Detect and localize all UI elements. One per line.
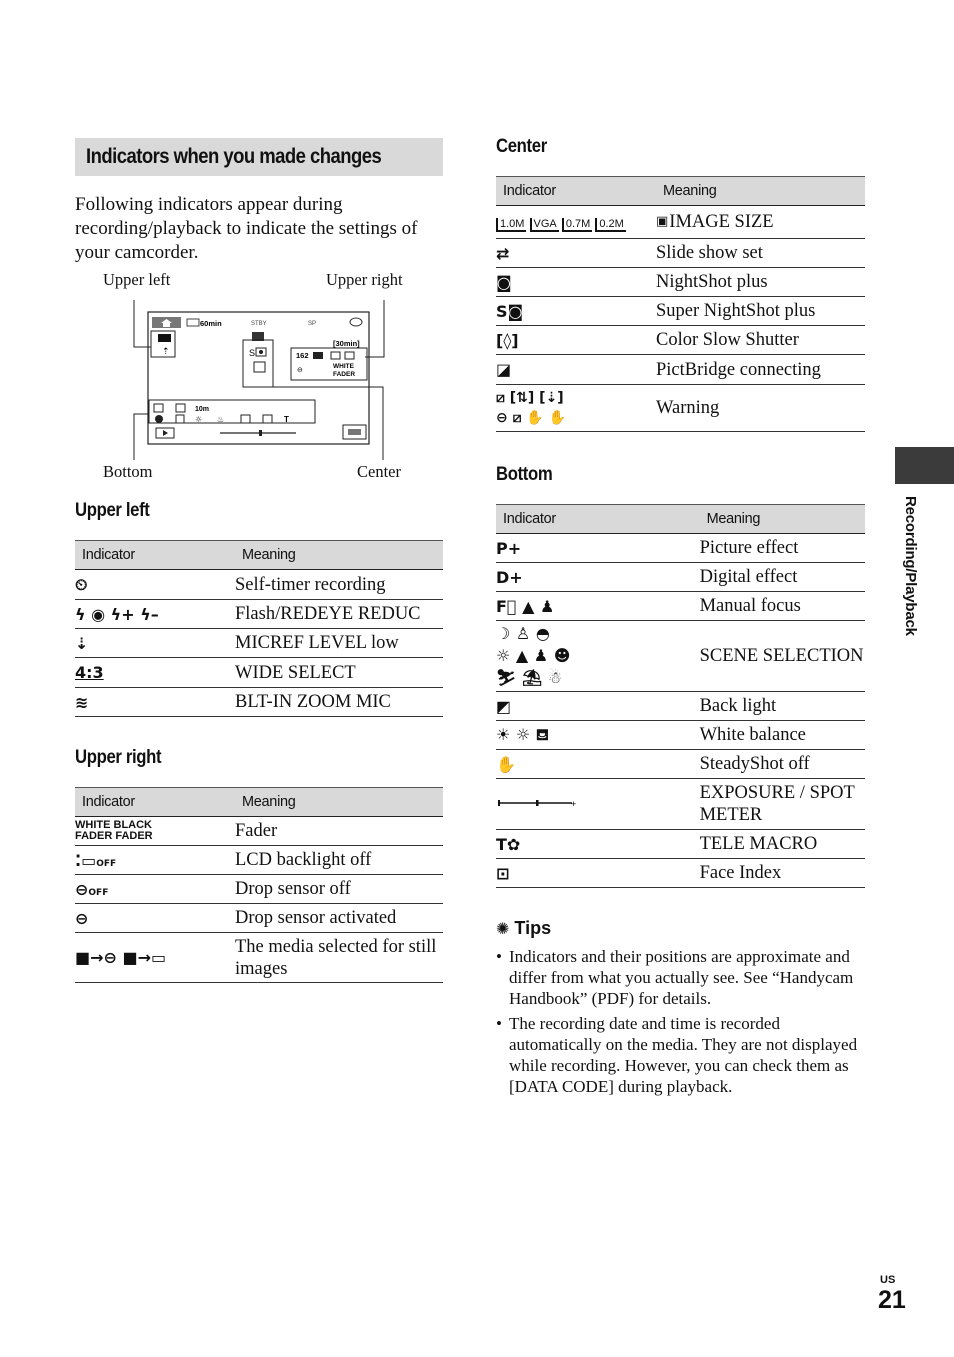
lcd-backlight-off-icon: ⁚▭OFF xyxy=(75,850,117,870)
table-row xyxy=(75,570,443,600)
table-row xyxy=(496,534,865,563)
page-region: US xyxy=(880,1274,896,1286)
meaning-cell: Drop sensor off xyxy=(235,875,443,904)
flash-icons: ϟ ◉ ϟ+ ϟ– xyxy=(75,604,159,624)
screen-162: 162 xyxy=(296,351,309,360)
table-row xyxy=(496,830,865,859)
page-number: 21 xyxy=(878,1286,906,1314)
table-row xyxy=(496,721,865,750)
manual-focus-icon: F⃞ ▲ ♟ xyxy=(496,596,555,616)
label-upper-left: Upper left xyxy=(103,270,171,289)
screen-60min: 60min xyxy=(200,319,222,328)
table-row xyxy=(496,592,865,621)
meaning-cell: WIDE SELECT xyxy=(235,658,443,688)
screen-10m: 10m xyxy=(195,406,210,413)
meaning-cell: BLT-IN ZOOM MIC xyxy=(235,688,443,717)
meaning-cell: Color Slow Shutter xyxy=(656,326,865,355)
meaning-cell: EXPOSURE / SPOT METER xyxy=(700,779,865,830)
svg-text:⊖: ⊖ xyxy=(297,366,303,374)
meaning-cell: Manual focus xyxy=(700,592,865,621)
pictbridge-icon: ◪ xyxy=(496,360,512,380)
meaning-cell: SteadyShot off xyxy=(700,750,865,779)
digital-effect-icon: D+ xyxy=(496,567,523,587)
table-row xyxy=(75,817,443,846)
svg-text:S: S xyxy=(249,348,256,358)
label-center: Center xyxy=(357,462,401,481)
meaning-cell: LCD backlight off xyxy=(235,846,443,875)
table-row xyxy=(496,750,865,779)
table-upper-right xyxy=(75,787,443,983)
table-row xyxy=(496,297,865,326)
section-title-text: Indicators when you made changes xyxy=(86,145,382,168)
heading-upper-left: Upper left xyxy=(75,500,150,521)
super-nightshot-plus-icon: S◙ xyxy=(496,301,524,321)
table-row xyxy=(496,779,865,830)
screen-stby: STBY xyxy=(251,321,267,327)
white-balance-icons: ☀ ☼ ⛾ xyxy=(496,724,549,744)
meaning-cell: Drop sensor activated xyxy=(235,904,443,933)
warning-icons: ⧄ [⇅] [⇣] ⊖ ⧄ ✋ ✋ xyxy=(496,390,567,426)
meaning-cell: Face Index xyxy=(700,859,865,888)
image-size-icon: 1.0M VGA 0.7M 0.2M xyxy=(496,206,656,239)
micref-low-icon: ⇣ xyxy=(75,633,89,653)
screen-30min: [30min] xyxy=(333,339,360,348)
meaning-cell: Slide show set xyxy=(656,239,865,268)
svg-text:+: + xyxy=(571,798,577,809)
chapter-tab-label: Recording/Playback xyxy=(902,496,919,636)
drop-sensor-activated-icon: ⊖ xyxy=(75,908,89,928)
label-bottom: Bottom xyxy=(103,462,153,481)
table-row xyxy=(496,563,865,592)
chapter-tab xyxy=(895,447,954,484)
list-item: • Indicators and their positions are approximate and differ from what you actually see. See “Handycam Handbook” (PDF) for details. xyxy=(496,946,866,1009)
screen-fader: FADER xyxy=(333,371,356,378)
back-light-icon: ◩ xyxy=(496,696,512,716)
table-row xyxy=(496,621,865,692)
svg-text:⇡: ⇡ xyxy=(162,347,170,357)
table-row xyxy=(496,355,865,385)
meaning-cell: Back light xyxy=(700,692,865,721)
media-still-icon: ■→⊖ ■→▭ xyxy=(75,948,167,968)
scene-selection-icons: ☽ ♙ ◓ ☼ ▲ ♟ ☻ ⛷ ⛱ ☃ xyxy=(496,624,571,687)
tele-macro-icon: T✿ xyxy=(496,834,521,854)
col-meaning: Meaning xyxy=(700,505,865,534)
table-bottom xyxy=(496,504,865,888)
table-row xyxy=(75,600,443,629)
table-row xyxy=(75,688,443,717)
fader-icon: WHITE BLACK FADER FADER xyxy=(75,819,153,842)
col-indicator: Indicator xyxy=(496,177,656,206)
col-indicator: Indicator xyxy=(75,541,235,570)
table-row xyxy=(496,206,865,239)
col-indicator: Indicator xyxy=(496,505,700,534)
table-center xyxy=(496,176,865,432)
tips-heading: ✺ Tips xyxy=(496,918,552,938)
col-indicator: Indicator xyxy=(75,788,235,817)
table-row xyxy=(75,658,443,688)
table-row xyxy=(496,859,865,888)
meaning-cell: The media selected for still images xyxy=(235,933,443,983)
flash-icon xyxy=(158,334,171,342)
face-index-icon: ⊡ xyxy=(496,863,510,883)
wide-select-icon: 4:3 xyxy=(75,663,104,683)
drop-sensor-off-icon: ⊖OFF xyxy=(75,879,109,899)
screen-frame xyxy=(148,312,369,444)
slide-show-icon: ⇄ xyxy=(496,243,510,263)
self-timer-icon: ⏲ xyxy=(75,574,88,594)
svg-text:☼: ☼ xyxy=(195,415,203,424)
lcd-screen-diagram xyxy=(120,292,390,462)
color-slow-shutter-icon: [◊] xyxy=(496,330,519,350)
meaning-cell: Digital effect xyxy=(700,563,865,592)
meaning-cell: Self-timer recording xyxy=(235,570,443,600)
meaning-cell: TELE MACRO xyxy=(700,830,865,859)
table-row xyxy=(496,268,865,297)
meaning-cell: MICREF LEVEL low xyxy=(235,629,443,658)
meaning-cell: Fader xyxy=(235,817,443,846)
heading-center: Center xyxy=(496,136,547,157)
col-meaning: Meaning xyxy=(235,541,443,570)
meaning-cell: Flash/REDEYE REDUC xyxy=(235,600,443,629)
nightshot-plus-icon: ◙ xyxy=(496,272,512,292)
table-row xyxy=(496,239,865,268)
section-title xyxy=(75,138,443,176)
label-upper-right: Upper right xyxy=(326,270,403,289)
meaning-cell: Picture effect xyxy=(700,534,865,563)
table-row xyxy=(496,385,865,432)
screen-sp: SP xyxy=(308,321,317,327)
meaning-cell: Warning xyxy=(656,385,865,432)
table-row xyxy=(75,846,443,875)
table-upper-left xyxy=(75,540,443,717)
table-row xyxy=(75,904,443,933)
meaning-cell: Super NightShot plus xyxy=(656,297,865,326)
meaning-cell: NightShot plus xyxy=(656,268,865,297)
tips-list xyxy=(496,946,866,1101)
col-meaning: Meaning xyxy=(235,788,443,817)
intro-paragraph: Following indicators appear during recording/playback to indicate the settings of your camcorder. xyxy=(75,194,418,263)
table-row xyxy=(75,629,443,658)
lightbulb-icon: ✺ xyxy=(496,919,510,938)
meaning-cell: SCENE SELECTION xyxy=(700,621,865,692)
table-row xyxy=(496,692,865,721)
svg-text:T: T xyxy=(284,415,289,424)
svg-text:♨: ♨ xyxy=(217,415,225,424)
list-item: • The recording date and time is recorded automatically on the media. They are not displayed while recording. However, you can check them as [DATA CODE] during playback. xyxy=(496,1013,866,1097)
screen-white: WHITE xyxy=(333,363,354,370)
meaning-cell: White balance xyxy=(700,721,865,750)
meaning-cell: PictBridge connecting xyxy=(656,355,865,385)
meaning-cell: ▣IMAGE SIZE xyxy=(656,206,865,239)
table-row xyxy=(496,326,865,355)
table-row xyxy=(75,933,443,983)
steadyshot-off-icon: ✋ xyxy=(496,754,516,774)
picture-effect-icon: P+ xyxy=(496,538,522,558)
exposure-meter-icon xyxy=(496,797,578,809)
col-meaning: Meaning xyxy=(656,177,865,206)
zoom-mic-icon: ≋ xyxy=(75,692,89,712)
heading-upper-right: Upper right xyxy=(75,747,162,768)
heading-bottom: Bottom xyxy=(496,464,553,485)
table-row xyxy=(75,875,443,904)
